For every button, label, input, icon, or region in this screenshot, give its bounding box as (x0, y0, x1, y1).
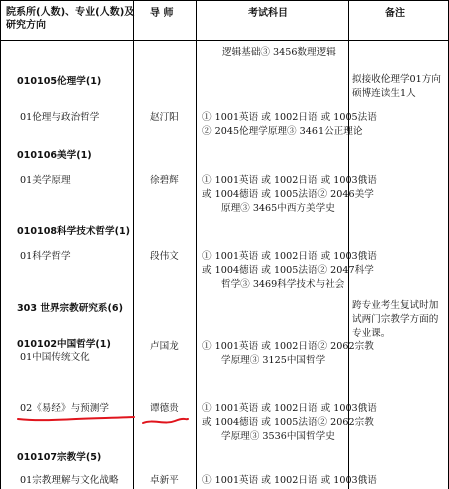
exam-line: ① 1001英语 或 1002日语 或 1003俄语 (202, 175, 377, 186)
major-title: 010108科学技术哲学(1) (17, 226, 131, 237)
header-notes: 备注 (385, 8, 405, 19)
research-direction: 02《易经》与预测学 (20, 403, 109, 414)
exam-line: 原理③ 3465中西方美学史 (221, 203, 335, 214)
header-advisor: 导 师 (150, 8, 174, 19)
exam-line: 或 1004德语 或 1005法语② 2046美学 (202, 189, 374, 200)
header-col1-line2: 研究方向 (6, 20, 46, 31)
advisor-name: 谭德贵 (150, 403, 179, 414)
research-direction: 01中国传统文化 (20, 352, 90, 363)
exam-line: ① 1001英语 或 1002日语 或 1005法语 (202, 112, 377, 123)
red-underline-mark (141, 415, 191, 429)
research-direction: 01伦理与政治哲学 (20, 112, 100, 123)
exam-continuation: 逻辑基础③ 3456数理逻辑 (222, 47, 336, 58)
exam-line: ① 1001英语 或 1002日语 或 1003俄语 (202, 403, 377, 414)
major-title: 010107宗教学(5) (17, 452, 102, 463)
header-col1-line1: 院系所(人数)、专业(人数)及 (6, 7, 135, 18)
header-exam-subjects: 考试科目 (248, 8, 288, 19)
research-direction: 01美学原理 (20, 175, 71, 186)
advisor-name: 卓新平 (150, 475, 179, 486)
table-border-top (0, 0, 449, 1)
exam-line: ① 1001英语 或 1002日语 或 1003俄语 (202, 475, 377, 486)
exam-line: ① 1001英语 或 1002日语 或 1003俄语 (202, 251, 377, 262)
exam-line: ① 1001英语 或 1002日语② 2062宗教 (202, 341, 374, 352)
department-title: 303 世界宗教研究系(6) (17, 303, 123, 314)
header-divider (0, 40, 449, 41)
advisor-name: 赵汀阳 (150, 112, 179, 123)
exam-line: 学原理③ 3125中国哲学 (221, 355, 326, 366)
advisor-name: 段伟文 (150, 251, 179, 262)
red-underline-mark (16, 413, 141, 427)
note-line: 专业课。 (352, 328, 391, 339)
research-direction: 01科学哲学 (20, 251, 71, 262)
note-line: 跨专业考生复试时加 (352, 300, 439, 311)
exam-line: ② 2045伦理学原理③ 3461公正理论 (202, 126, 363, 137)
column-divider (196, 0, 197, 489)
note-line: 拟接收伦理学01方向 (352, 74, 441, 85)
major-title: 010105伦理学(1) (17, 76, 102, 87)
major-title: 010102中国哲学(1) (17, 339, 111, 350)
advisor-name: 徐碧辉 (150, 175, 179, 186)
note-line: 试两门宗教学方面的 (352, 314, 439, 325)
exam-line: 哲学③ 3469科学技术与社会 (221, 279, 345, 290)
advisor-name: 卢国龙 (150, 341, 179, 352)
exam-line: 学原理③ 3536中国哲学史 (221, 431, 335, 442)
exam-line: 或 1004德语 或 1005法语② 2047科学 (202, 265, 374, 276)
major-title: 010106美学(1) (17, 150, 92, 161)
table-border-left (0, 0, 1, 489)
note-line: 硕博连读生1人 (352, 88, 416, 99)
research-direction: 01宗教理解与文化战略 (20, 475, 119, 486)
exam-line: 或 1004德语 或 1005法语② 2062宗教 (202, 417, 374, 428)
